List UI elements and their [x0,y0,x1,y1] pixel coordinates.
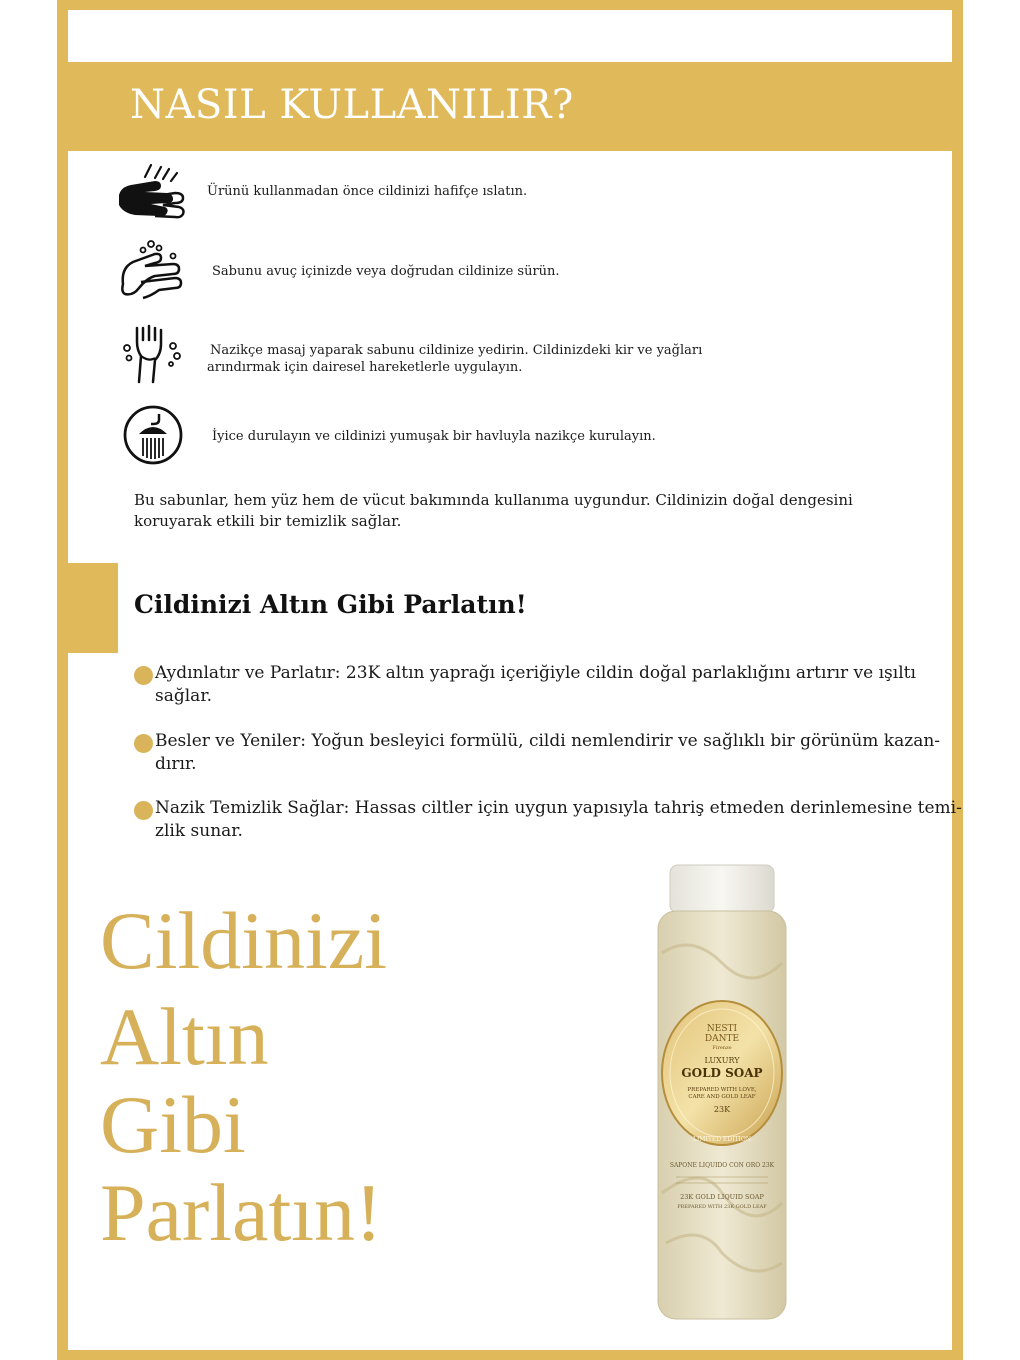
frame-border-top [57,0,963,10]
product-name: GOLD SOAP [681,1066,763,1080]
step-text: Sabunu avuç içinizde veya doğrudan cildinize sürün. [212,264,560,279]
slogan-word: Altın [100,991,269,1082]
product-brand-line-2: DANTE [704,1034,740,1044]
product-brand-sub: Firenze [712,1045,732,1051]
benefit-line-1: Aydınlatır ve Parlatır: 23K altın yaprağı içeriğiyle cildin doğal parlaklığını artırır ve ışıltı [155,663,916,683]
product-tagline-2: CARE AND GOLD LEAF [688,1094,756,1100]
benefit-line-2: sağlar. [155,686,212,706]
product-en-sub: PREPARED WITH 23K GOLD LEAF [677,1204,767,1210]
product-it-title: SAPONE LIQUIDO CON ORO 23K [669,1162,775,1169]
product-en-title: 23K GOLD LIQUID SOAP [680,1193,764,1201]
product-bottle-image [652,863,792,1323]
bullet-dot-icon [134,801,153,820]
product-tagline-1: PREPARED WITH LOVE, [687,1087,757,1093]
benefit-line-1: Besler ve Yeniler: Yoğun besleyici formülü, cildi nemlendirir ve sağlıklı bir görünüm kazan- [155,731,941,751]
step-text-line-1: Nazikçe masaj yaparak sabunu cildinize yedirin. Cildinizdeki kir ve yağları [210,343,703,358]
benefit-line-2: zlik sunar. [155,821,243,841]
frame-border-right [952,0,963,1360]
product-karat: 23K [713,1105,731,1114]
step-text-line-2: arındırmak için dairesel hareketlerle uygulayın. [207,360,523,375]
bullet-dot-icon [134,734,153,753]
slogan-word: Gibi [100,1079,246,1170]
wet-hands-icon [115,163,187,225]
benefit-line-2: dırır. [155,754,197,774]
section-accent-tab [68,563,118,653]
benefit-line-1: Nazik Temizlik Sağlar: Hassas ciltler için uygun yapısıyla tahriş etmeden derinlemesine temi- [155,798,962,818]
slogan-word: Cildinizi [100,895,387,986]
shower-icon [115,404,187,466]
step-text: İyice durulayın ve cildinizi yumuşak bir havluyla nazikçe kurulayın. [212,429,656,444]
product-edition: LIMITED EDITION [692,1136,752,1143]
frame-border-left [57,0,68,1360]
bullet-dot-icon [134,666,153,685]
section-title: Cildinizi Altın Gibi Parlatın! [134,590,527,619]
step-text: Ürünü kullanmadan önce cildinizi hafifçe ıslatın. [207,184,528,199]
frame-border-bottom [57,1350,963,1360]
usage-note-line-1: Bu sabunlar, hem yüz hem de vücut bakımında kullanıma uygundur. Cildinizin doğal dengesini [134,491,853,509]
slogan-word: Parlatın! [100,1167,383,1258]
product-luxury: LUXURY [704,1056,740,1065]
usage-note-line-2: koruyarak etkili bir temizlik sağlar. [134,512,402,530]
massage-hands-icon [115,322,187,384]
page-title: NASIL KULLANILIR? [130,82,574,128]
product-brand-line-1: NESTI [706,1024,738,1034]
usage-note [134,490,894,532]
lather-hands-icon [115,238,187,300]
